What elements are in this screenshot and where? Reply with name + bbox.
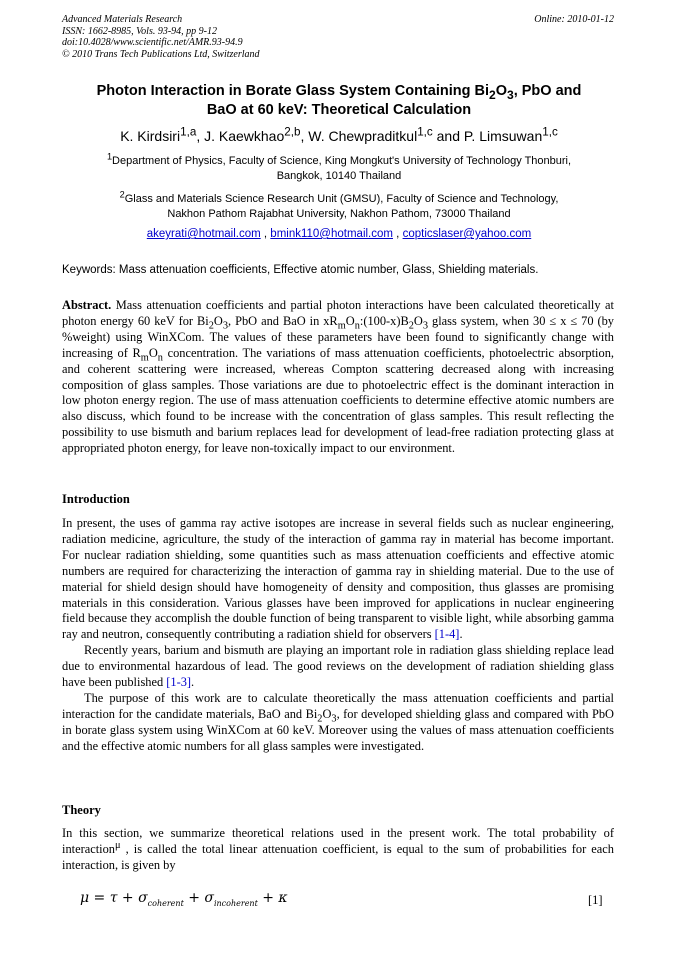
equation-term: + σ — [183, 890, 214, 906]
affil-number: 1 — [106, 151, 113, 162]
abstract-text: glass system, when 30 ≤ x ≤ 70 (by %weight) using WinXCom. The values of these parameters have been found to significantly change with increasing of R — [62, 313, 615, 360]
subscript: 3 — [222, 320, 229, 332]
title-text: , PbO and — [513, 83, 582, 99]
abstract-text: O — [345, 313, 355, 328]
paragraph-text: Recently years, barium and bismuth are playing an important role in radiation glass shielding replace lead due to environmental hazardous of lead. The good reviews on the development of radiation shielding glass have been published — [62, 643, 614, 690]
email-list — [40, 228, 638, 240]
title-subscript: 3 — [506, 87, 514, 102]
affiliation-1 — [40, 151, 638, 184]
section-heading-introduction: Introduction — [62, 492, 130, 506]
equation-1 — [80, 890, 288, 906]
intro-paragraph-3 — [62, 691, 614, 755]
affiliation-2 — [40, 189, 638, 222]
abstract-text: O — [148, 345, 158, 360]
paragraph-text: In this section, we summarize theoretical relations used in the present work. The total probability of interaction — [62, 826, 614, 856]
affil-text: Department of Physics, Faculty of Science, King Mongkut's University of Technology Thonburi, — [112, 155, 572, 167]
section-heading-theory: Theory — [62, 803, 101, 817]
title-line-2: BaO at 60 keV: Theoretical Calculation — [206, 102, 472, 118]
author-affil-mark: 1,a — [180, 125, 197, 139]
title-subscript: 2 — [488, 87, 496, 102]
abstract-text: , PbO and BaO in xR — [228, 313, 338, 328]
paragraph-text: . — [191, 675, 195, 690]
title-text: Photon Interaction in Borate Glass System Containing Bi — [96, 83, 489, 99]
equation-subscript: incoherent — [213, 898, 258, 908]
subscript: 2 — [317, 713, 323, 725]
author-affil-mark: 2,b — [284, 125, 301, 139]
subscript: m — [337, 320, 346, 332]
subscript: 3 — [422, 320, 429, 332]
equation-subscript: coherent — [147, 898, 184, 908]
email-link-3[interactable]: copticslaser@yahoo.com — [402, 228, 532, 240]
abstract-paragraph — [62, 298, 614, 457]
paragraph-text: . — [459, 627, 463, 642]
subscript: m — [140, 352, 149, 364]
mu-symbol: μ — [114, 839, 121, 851]
subscript: 2 — [208, 320, 214, 332]
introduction-body — [62, 516, 614, 755]
author-name: , W. Chewpraditkul — [300, 128, 418, 144]
affil-text: Glass and Materials Science Research Unit (GMSU), Faculty of Science and Technology, — [124, 193, 559, 205]
equation-number: [1] — [588, 893, 603, 907]
paragraph-text: The purpose of this work are to calculate theoretically the mass attenuation coefficients and partial interaction for the candidate materials, BaO and Bi — [62, 690, 614, 721]
doi: doi:10.4028/www.scientific.net/AMR.93-94.9 — [62, 37, 243, 48]
intro-paragraph-1 — [62, 516, 614, 643]
theory-paragraph — [62, 826, 614, 874]
equation-term: μ = τ + σ — [80, 890, 148, 906]
author-name: , J. Kaewkhao — [196, 128, 285, 144]
affil-text: Nakhon Pathom Rajabhat University, Nakhon Pathom, 73000 Thailand — [167, 208, 511, 220]
paragraph-text: O — [322, 706, 332, 721]
affil-text: Bangkok, 10140 Thailand — [276, 170, 402, 182]
citation-link[interactable]: [1-3] — [166, 675, 192, 690]
author-list — [30, 125, 648, 144]
abstract-text: Mass attenuation coefficients and partial photon interactions have been calculated theoretically at photon energy 60 keV for Bi — [62, 298, 614, 328]
subscript: n — [157, 352, 163, 364]
author-name: K. Kirdsiri — [120, 128, 181, 144]
affil-number: 2 — [119, 189, 125, 200]
online-date: Online: 2010-01-12 — [534, 14, 614, 25]
subscript: 2 — [408, 320, 414, 332]
journal-header — [62, 14, 260, 60]
abstract-text: O — [413, 313, 423, 328]
email-link-2[interactable]: bmink110@hotmail.com — [270, 228, 393, 240]
paragraph-text: , for developed shielding glass and compared with PbO in borate glass system using WinXCom at 60 keV. Moreover using the values of mass attenuation coefficients and the effective atomic numbers for all glass samples were investigated. — [62, 706, 614, 753]
abstract-text: :(100-x)B — [359, 313, 409, 328]
citation-link[interactable]: [1-4] — [434, 627, 460, 642]
issn: ISSN: 1662-8985, Vols. 93-94, pp 9-12 — [62, 25, 217, 37]
intro-paragraph-2 — [62, 643, 614, 691]
email-separator: , — [260, 228, 271, 240]
journal-name: Advanced Materials Research — [62, 14, 183, 25]
title-text: O — [495, 83, 507, 99]
email-link-1[interactable]: akeyrati@hotmail.com — [146, 228, 261, 240]
copyright: © 2010 Trans Tech Publications Ltd, Switzerland — [62, 48, 260, 60]
paper-title — [40, 82, 638, 120]
author-affil-mark: 1,c — [417, 125, 433, 139]
equation-term: + κ — [257, 890, 288, 906]
subscript: n — [354, 320, 360, 332]
abstract-text: O — [213, 313, 223, 328]
keywords: Keywords: Mass attenuation coefficients, Effective atomic number, Glass, Shielding materials. — [62, 264, 539, 276]
subscript: 3 — [331, 713, 337, 725]
abstract-text: concentration. The variations of mass attenuation coefficients, photoelectric absorption, and coherent scattering were increased, whereas Compton scattering decreased along with increasing composition of glass samples. Those variations are due to photoelectric effect is the dominant interaction in low photon energy region. The use of mass attenuation coefficients to determine effective atomic numbers are also discuss, which found to be increase with the concentration of glass samples. This result reflecting the possibility to use bismuth and barium replaces lead for development of lead-free radiation protecting glass at appropriated photon energy, for leave non-toxically impact to our environment. — [62, 345, 614, 456]
paragraph-text: In present, the uses of gamma ray active isotopes are increase in several fields such as nuclear engineering, radiation medicine, agriculture, the study of the interaction of gamma ray in material has become important. For nuclear radiation shielding, some quantities such as mass attenuation coefficients and effective atomic numbers are required for characterizing the interaction of gamma ray in shielding material. Due to the use of material for shield design should have homogeneity of density and composition, thus glasses are promising materials in this consideration. Various glasses have been improved for applications in nuclear engineering field because they accomplish the double function of being transparent to visible light, while absorbing gamma ray and neutron, consequently contributing a radiation shield for observers — [62, 516, 614, 642]
author-name: and P. Limsuwan — [432, 128, 543, 144]
email-separator: , — [392, 228, 403, 240]
paragraph-text: , is called the total linear attenuation coefficient, is equal to the sum of probabilities for each interaction, is given by — [62, 841, 614, 872]
abstract-label: Abstract. — [62, 298, 112, 312]
author-affil-mark: 1,c — [542, 125, 558, 139]
